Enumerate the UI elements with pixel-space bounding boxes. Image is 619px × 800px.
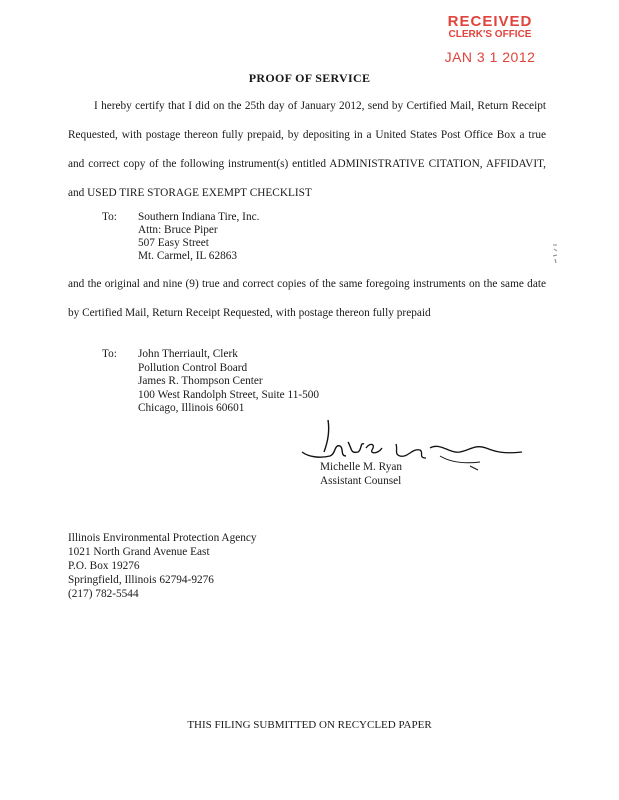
signer-title: Assistant Counsel: [320, 475, 402, 487]
stamp-received-text: RECEIVED: [447, 13, 533, 30]
second-to-label: To:: [102, 348, 117, 360]
certify-paragraph: I hereby certify that I did on the 25th day of January 2012, send by Certified Mail, Return Receipt Requested, with postage thereon fully prepaid, by depositing in a United States Post Office Box a true and correct copy of the following instrument(s) entitled ADMINISTRATIVE CITATION, AFFIDAVIT, and USED TIRE STORAGE EXEMPT CHECKLIST: [68, 100, 546, 199]
received-stamp: [420, 14, 560, 65]
address-line: Southern Indiana Tire, Inc.: [138, 211, 260, 223]
scan-artifact-mark: [551, 243, 559, 266]
first-to-label: To:: [102, 211, 117, 223]
address-line: 100 West Randolph Street, Suite 11-500: [138, 388, 320, 401]
second-recipient-address: [138, 348, 319, 416]
agency-line: 1021 North Grand Avenue East: [68, 546, 210, 558]
signer-block: [320, 460, 402, 488]
agency-line: P.O. Box 19276: [68, 560, 140, 572]
address-line: 507 Easy Street: [138, 237, 209, 249]
agency-line: Springfield, Illinois 62794-9276: [68, 574, 214, 586]
address-line: John Therriault, Clerk: [138, 348, 238, 360]
scan-artifact-icon: [551, 243, 559, 265]
stamp-office-text: CLERK'S OFFICE: [448, 29, 532, 40]
address-line: Pollution Control Board: [138, 361, 248, 374]
agency-line: Illinois Environmental Protection Agency: [68, 532, 257, 544]
agency-address: [68, 531, 257, 601]
address-line: Attn: Bruce Piper: [138, 224, 218, 236]
address-line: Chicago, Illinois 60601: [138, 402, 245, 414]
signer-name: Michelle M. Ryan: [320, 461, 403, 473]
stamp-date: JAN 3 1 2012: [444, 49, 536, 65]
first-recipient-address: [138, 211, 259, 263]
agency-line: (217) 782-5544: [68, 588, 139, 600]
recycled-paper-footer: THIS FILING SUBMITTED ON RECYCLED PAPER: [187, 719, 432, 731]
address-line: Mt. Carmel, IL 62863: [138, 250, 238, 262]
copies-paragraph: and the original and nine (9) true and correct copies of the same foregoing instruments on the same date by Certified Mail, Return Receipt Requested, with postage thereon fully prepaid: [68, 278, 546, 319]
address-line: James R. Thompson Center: [138, 375, 263, 387]
page-title: PROOF OF SERVICE: [248, 71, 371, 85]
